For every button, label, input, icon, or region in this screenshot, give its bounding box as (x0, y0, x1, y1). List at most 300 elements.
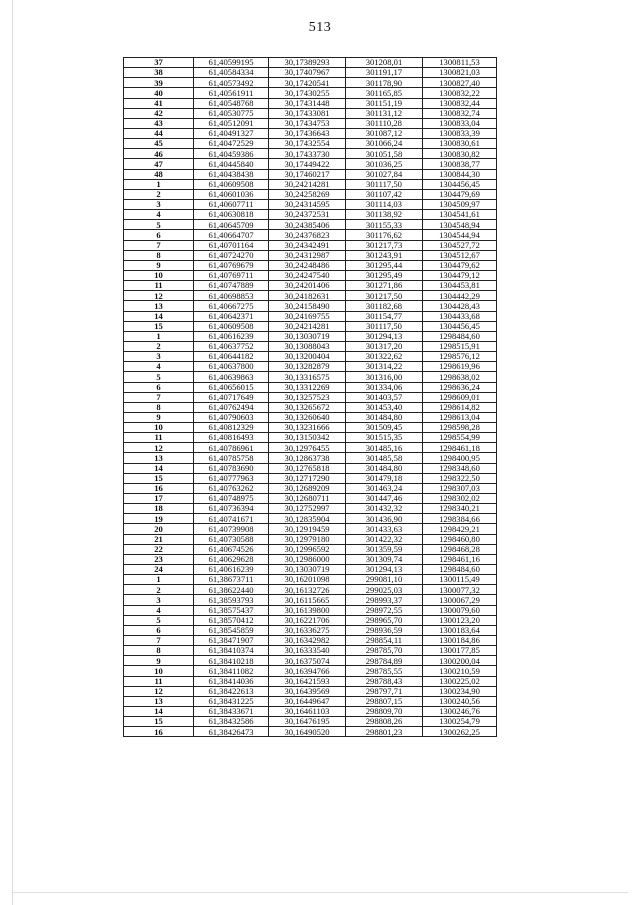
longitude-cell: 30,24214281 (269, 179, 346, 189)
point-number-cell: 40 (124, 88, 194, 98)
x-coordinate-cell: 301138,92 (346, 210, 423, 220)
latitude-cell: 61,40645709 (194, 220, 269, 230)
longitude-cell: 30,17460217 (269, 169, 346, 179)
latitude-cell: 61,40762494 (194, 402, 269, 412)
longitude-cell: 30,12835904 (269, 514, 346, 524)
x-coordinate-cell: 301359,59 (346, 544, 423, 554)
y-coordinate-cell: 1300832,22 (423, 88, 497, 98)
point-number-cell: 20 (124, 524, 194, 534)
latitude-cell: 61,40637800 (194, 362, 269, 372)
x-coordinate-cell: 301155,33 (346, 220, 423, 230)
latitude-cell: 61,40812329 (194, 423, 269, 433)
longitude-cell: 30,12680711 (269, 494, 346, 504)
x-coordinate-cell: 301295,44 (346, 260, 423, 270)
longitude-cell: 30,16490520 (269, 727, 346, 737)
table-row (124, 128, 497, 138)
y-coordinate-cell: 1300184,86 (423, 636, 497, 646)
latitude-cell: 61,40777963 (194, 473, 269, 483)
longitude-cell: 30,24342491 (269, 240, 346, 250)
x-coordinate-cell: 301114,03 (346, 199, 423, 209)
latitude-cell: 61,38411082 (194, 666, 269, 676)
latitude-cell: 61,40512091 (194, 118, 269, 128)
latitude-cell: 61,38673711 (194, 575, 269, 585)
y-coordinate-cell: 1298515,91 (423, 341, 497, 351)
longitude-cell: 30,17430255 (269, 88, 346, 98)
longitude-cell: 30,24312987 (269, 250, 346, 260)
point-number-cell: 12 (124, 443, 194, 453)
table-row (124, 98, 497, 108)
table-row (124, 321, 497, 331)
latitude-cell: 61,40739908 (194, 524, 269, 534)
point-number-cell: 17 (124, 494, 194, 504)
x-coordinate-cell: 301432,32 (346, 504, 423, 514)
latitude-cell: 61,38426473 (194, 727, 269, 737)
longitude-cell: 30,24247540 (269, 270, 346, 280)
longitude-cell: 30,13316575 (269, 372, 346, 382)
x-coordinate-cell: 301515,35 (346, 433, 423, 443)
latitude-cell: 61,40472529 (194, 139, 269, 149)
point-number-cell: 6 (124, 230, 194, 240)
coordinates-table-body (124, 58, 497, 737)
y-coordinate-cell: 1300262,25 (423, 727, 497, 737)
longitude-cell: 30,12979180 (269, 534, 346, 544)
latitude-cell: 61,38414036 (194, 676, 269, 686)
x-coordinate-cell: 301316,00 (346, 372, 423, 382)
latitude-cell: 61,40530775 (194, 108, 269, 118)
x-coordinate-cell: 301178,90 (346, 78, 423, 88)
table-row (124, 666, 497, 676)
y-coordinate-cell: 1300177,85 (423, 646, 497, 656)
x-coordinate-cell: 301154,77 (346, 311, 423, 321)
latitude-cell: 61,38622440 (194, 585, 269, 595)
longitude-cell: 30,17433730 (269, 149, 346, 159)
y-coordinate-cell: 1300225,02 (423, 676, 497, 686)
x-coordinate-cell: 298785,55 (346, 666, 423, 676)
x-coordinate-cell: 299025,03 (346, 585, 423, 595)
longitude-cell: 30,24182631 (269, 291, 346, 301)
latitude-cell: 61,40599195 (194, 58, 269, 68)
y-coordinate-cell: 1298554,99 (423, 433, 497, 443)
table-row (124, 189, 497, 199)
point-number-cell: 5 (124, 220, 194, 230)
y-coordinate-cell: 1298340,21 (423, 504, 497, 514)
latitude-cell: 61,40785758 (194, 453, 269, 463)
table-row (124, 636, 497, 646)
latitude-cell: 61,40786961 (194, 443, 269, 453)
x-coordinate-cell: 301479,18 (346, 473, 423, 483)
x-coordinate-cell: 301447,46 (346, 494, 423, 504)
y-coordinate-cell: 1300832,44 (423, 98, 497, 108)
table-row (124, 463, 497, 473)
table-row (124, 159, 497, 169)
point-number-cell: 7 (124, 392, 194, 402)
latitude-cell: 61,40573492 (194, 78, 269, 88)
longitude-cell: 30,12976455 (269, 443, 346, 453)
table-row (124, 443, 497, 453)
point-number-cell: 19 (124, 514, 194, 524)
x-coordinate-cell: 301295,49 (346, 270, 423, 280)
x-coordinate-cell: 298807,15 (346, 696, 423, 706)
page-number: 513 (308, 20, 332, 35)
y-coordinate-cell: 1298614,82 (423, 402, 497, 412)
point-number-cell: 5 (124, 372, 194, 382)
latitude-cell: 61,40667275 (194, 301, 269, 311)
latitude-cell: 61,40548768 (194, 98, 269, 108)
longitude-cell: 30,24169755 (269, 311, 346, 321)
latitude-cell: 61,40616239 (194, 331, 269, 341)
table-row (124, 331, 497, 341)
point-number-cell: 6 (124, 625, 194, 635)
y-coordinate-cell: 1304456,45 (423, 179, 497, 189)
latitude-cell: 61,40698853 (194, 291, 269, 301)
table-row (124, 686, 497, 696)
longitude-cell: 30,16132726 (269, 585, 346, 595)
x-coordinate-cell: 301317,20 (346, 341, 423, 351)
x-coordinate-cell: 301151,19 (346, 98, 423, 108)
latitude-cell: 61,38433671 (194, 707, 269, 717)
point-number-cell: 14 (124, 311, 194, 321)
x-coordinate-cell: 301433,63 (346, 524, 423, 534)
point-number-cell: 8 (124, 250, 194, 260)
point-number-cell: 37 (124, 58, 194, 68)
point-number-cell: 4 (124, 210, 194, 220)
table-row (124, 605, 497, 615)
latitude-cell: 61,40769711 (194, 270, 269, 280)
longitude-cell: 30,24314595 (269, 199, 346, 209)
longitude-cell: 30,13282879 (269, 362, 346, 372)
point-number-cell: 45 (124, 139, 194, 149)
table-row (124, 565, 497, 575)
table-row (124, 118, 497, 128)
longitude-cell: 30,13030719 (269, 565, 346, 575)
longitude-cell: 30,16421593 (269, 676, 346, 686)
y-coordinate-cell: 1300833,04 (423, 118, 497, 128)
latitude-cell: 61,40724270 (194, 250, 269, 260)
x-coordinate-cell: 301463,24 (346, 483, 423, 493)
table-row (124, 494, 497, 504)
table-row (124, 382, 497, 392)
latitude-cell: 61,38410374 (194, 646, 269, 656)
latitude-cell: 61,40630818 (194, 210, 269, 220)
point-number-cell: 11 (124, 433, 194, 443)
table-row (124, 423, 497, 433)
y-coordinate-cell: 1300210,59 (423, 666, 497, 676)
table-row (124, 514, 497, 524)
table-row (124, 696, 497, 706)
longitude-cell: 30,16333540 (269, 646, 346, 656)
x-coordinate-cell: 298854,11 (346, 636, 423, 646)
longitude-cell: 30,24158490 (269, 301, 346, 311)
y-coordinate-cell: 1300067,29 (423, 595, 497, 605)
y-coordinate-cell: 1300821,03 (423, 68, 497, 78)
y-coordinate-cell: 1298613,04 (423, 412, 497, 422)
y-coordinate-cell: 1304453,81 (423, 281, 497, 291)
y-coordinate-cell: 1298576,12 (423, 352, 497, 362)
latitude-cell: 61,40637752 (194, 341, 269, 351)
x-coordinate-cell: 301484,80 (346, 463, 423, 473)
latitude-cell: 61,40639863 (194, 372, 269, 382)
latitude-cell: 61,40701164 (194, 240, 269, 250)
longitude-cell: 30,24201406 (269, 281, 346, 291)
longitude-cell: 30,17431448 (269, 98, 346, 108)
x-coordinate-cell: 298965,70 (346, 615, 423, 625)
table-row (124, 615, 497, 625)
longitude-cell: 30,16461103 (269, 707, 346, 717)
latitude-cell: 61,38422613 (194, 686, 269, 696)
longitude-cell: 30,16115665 (269, 595, 346, 605)
point-number-cell: 9 (124, 260, 194, 270)
x-coordinate-cell: 301485,58 (346, 453, 423, 463)
y-coordinate-cell: 1298384,66 (423, 514, 497, 524)
y-coordinate-cell: 1304548,94 (423, 220, 497, 230)
x-coordinate-cell: 301217,73 (346, 240, 423, 250)
latitude-cell: 61,40664707 (194, 230, 269, 240)
latitude-cell: 61,40616239 (194, 565, 269, 575)
point-number-cell: 10 (124, 423, 194, 433)
point-number-cell: 5 (124, 615, 194, 625)
x-coordinate-cell: 301191,17 (346, 68, 423, 78)
point-number-cell: 2 (124, 189, 194, 199)
table-row (124, 179, 497, 189)
point-number-cell: 7 (124, 240, 194, 250)
longitude-cell: 30,12863738 (269, 453, 346, 463)
longitude-cell: 30,16221706 (269, 615, 346, 625)
y-coordinate-cell: 1300832,74 (423, 108, 497, 118)
longitude-cell: 30,16336275 (269, 625, 346, 635)
x-coordinate-cell: 301117,50 (346, 179, 423, 189)
latitude-cell: 61,40790603 (194, 412, 269, 422)
longitude-cell: 30,13088043 (269, 341, 346, 351)
table-row (124, 341, 497, 351)
point-number-cell: 14 (124, 463, 194, 473)
x-coordinate-cell: 301027,84 (346, 169, 423, 179)
y-coordinate-cell: 1300838,77 (423, 159, 497, 169)
table-row (124, 169, 497, 179)
table-row (124, 362, 497, 372)
point-number-cell: 15 (124, 473, 194, 483)
longitude-cell: 30,12919459 (269, 524, 346, 534)
point-number-cell: 9 (124, 412, 194, 422)
y-coordinate-cell: 1304456,45 (423, 321, 497, 331)
latitude-cell: 61,38593793 (194, 595, 269, 605)
table-row (124, 433, 497, 443)
y-coordinate-cell: 1298609,01 (423, 392, 497, 402)
latitude-cell: 61,40445840 (194, 159, 269, 169)
table-row (124, 483, 497, 493)
latitude-cell: 61,40629628 (194, 554, 269, 564)
table-row (124, 68, 497, 78)
longitude-cell: 30,13200404 (269, 352, 346, 362)
point-number-cell: 38 (124, 68, 194, 78)
latitude-cell: 61,38410218 (194, 656, 269, 666)
longitude-cell: 30,24248486 (269, 260, 346, 270)
x-coordinate-cell: 298788,43 (346, 676, 423, 686)
y-coordinate-cell: 1304479,69 (423, 189, 497, 199)
table-row (124, 58, 497, 68)
point-number-cell: 3 (124, 595, 194, 605)
point-number-cell: 2 (124, 585, 194, 595)
longitude-cell: 30,17420541 (269, 78, 346, 88)
latitude-cell: 61,40609508 (194, 321, 269, 331)
y-coordinate-cell: 1300254,79 (423, 717, 497, 727)
longitude-cell: 30,17434753 (269, 118, 346, 128)
table-row (124, 453, 497, 463)
x-coordinate-cell: 301066,24 (346, 139, 423, 149)
latitude-cell: 61,40748975 (194, 494, 269, 504)
latitude-cell: 61,40584334 (194, 68, 269, 78)
point-number-cell: 39 (124, 78, 194, 88)
latitude-cell: 61,38575437 (194, 605, 269, 615)
latitude-cell: 61,40763262 (194, 483, 269, 493)
y-coordinate-cell: 1300123,20 (423, 615, 497, 625)
table-row (124, 504, 497, 514)
x-coordinate-cell: 301182,68 (346, 301, 423, 311)
latitude-cell: 61,40459386 (194, 149, 269, 159)
point-number-cell: 18 (124, 504, 194, 514)
point-number-cell: 12 (124, 291, 194, 301)
table-row (124, 717, 497, 727)
point-number-cell: 23 (124, 554, 194, 564)
latitude-cell: 61,40769679 (194, 260, 269, 270)
longitude-cell: 30,24372531 (269, 210, 346, 220)
y-coordinate-cell: 1300200,04 (423, 656, 497, 666)
table-row (124, 250, 497, 260)
x-coordinate-cell: 301334,06 (346, 382, 423, 392)
longitude-cell: 30,24258269 (269, 189, 346, 199)
x-coordinate-cell: 301294,13 (346, 331, 423, 341)
x-coordinate-cell: 298809,70 (346, 707, 423, 717)
table-row (124, 199, 497, 209)
latitude-cell: 61,40730588 (194, 534, 269, 544)
latitude-cell: 61,40717649 (194, 392, 269, 402)
y-coordinate-cell: 1298400,95 (423, 453, 497, 463)
x-coordinate-cell: 301309,74 (346, 554, 423, 564)
x-coordinate-cell: 298785,70 (346, 646, 423, 656)
y-coordinate-cell: 1300827,40 (423, 78, 497, 88)
point-number-cell: 8 (124, 646, 194, 656)
point-number-cell: 14 (124, 707, 194, 717)
x-coordinate-cell: 301208,01 (346, 58, 423, 68)
x-coordinate-cell: 301117,50 (346, 321, 423, 331)
point-number-cell: 42 (124, 108, 194, 118)
x-coordinate-cell: 301087,12 (346, 128, 423, 138)
longitude-cell: 30,12752997 (269, 504, 346, 514)
longitude-cell: 30,17407967 (269, 68, 346, 78)
latitude-cell: 61,40741671 (194, 514, 269, 524)
y-coordinate-cell: 1304433,68 (423, 311, 497, 321)
point-number-cell: 47 (124, 159, 194, 169)
y-coordinate-cell: 1298636,24 (423, 382, 497, 392)
y-coordinate-cell: 1304428,43 (423, 301, 497, 311)
point-number-cell: 24 (124, 565, 194, 575)
latitude-cell: 61,40561911 (194, 88, 269, 98)
y-coordinate-cell: 1298429,21 (423, 524, 497, 534)
latitude-cell: 61,40609508 (194, 179, 269, 189)
longitude-cell: 30,16139800 (269, 605, 346, 615)
point-number-cell: 15 (124, 717, 194, 727)
point-number-cell: 15 (124, 321, 194, 331)
x-coordinate-cell: 298801,23 (346, 727, 423, 737)
x-coordinate-cell: 301051,58 (346, 149, 423, 159)
latitude-cell: 61,40656015 (194, 382, 269, 392)
x-coordinate-cell: 301243,91 (346, 250, 423, 260)
point-number-cell: 9 (124, 656, 194, 666)
table-row (124, 240, 497, 250)
y-coordinate-cell: 1300830,61 (423, 139, 497, 149)
point-number-cell: 2 (124, 341, 194, 351)
y-coordinate-cell: 1300079,60 (423, 605, 497, 615)
longitude-cell: 30,16476195 (269, 717, 346, 727)
longitude-cell: 30,16201098 (269, 575, 346, 585)
latitude-cell: 61,38545859 (194, 625, 269, 635)
point-number-cell: 46 (124, 149, 194, 159)
longitude-cell: 30,16449647 (269, 696, 346, 706)
longitude-cell: 30,24214281 (269, 321, 346, 331)
longitude-cell: 30,13150342 (269, 433, 346, 443)
table-row (124, 392, 497, 402)
coordinates-table-wrap (123, 57, 497, 737)
scan-edge-left (12, 0, 13, 905)
longitude-cell: 30,16375074 (269, 656, 346, 666)
longitude-cell: 30,17436643 (269, 128, 346, 138)
latitude-cell: 61,40601036 (194, 189, 269, 199)
y-coordinate-cell: 1298638,02 (423, 372, 497, 382)
y-coordinate-cell: 1300246,76 (423, 707, 497, 717)
point-number-cell: 1 (124, 575, 194, 585)
x-coordinate-cell: 301314,22 (346, 362, 423, 372)
point-number-cell: 44 (124, 128, 194, 138)
longitude-cell: 30,24376823 (269, 230, 346, 240)
longitude-cell: 30,13260640 (269, 412, 346, 422)
table-row (124, 402, 497, 412)
y-coordinate-cell: 1298461,16 (423, 554, 497, 564)
longitude-cell: 30,16439569 (269, 686, 346, 696)
latitude-cell: 61,40783690 (194, 463, 269, 473)
x-coordinate-cell: 301422,32 (346, 534, 423, 544)
longitude-cell: 30,12996592 (269, 544, 346, 554)
point-number-cell: 7 (124, 636, 194, 646)
y-coordinate-cell: 1304512,67 (423, 250, 497, 260)
y-coordinate-cell: 1298468,28 (423, 544, 497, 554)
table-row (124, 646, 497, 656)
y-coordinate-cell: 1300077,32 (423, 585, 497, 595)
y-coordinate-cell: 1298348,60 (423, 463, 497, 473)
y-coordinate-cell: 1304479,62 (423, 260, 497, 270)
latitude-cell: 61,40644182 (194, 352, 269, 362)
table-row (124, 210, 497, 220)
longitude-cell: 30,13265672 (269, 402, 346, 412)
latitude-cell: 61,40747889 (194, 281, 269, 291)
point-number-cell: 3 (124, 199, 194, 209)
table-row (124, 595, 497, 605)
latitude-cell: 61,40736394 (194, 504, 269, 514)
table-row (124, 676, 497, 686)
y-coordinate-cell: 1304544,94 (423, 230, 497, 240)
y-coordinate-cell: 1300844,30 (423, 169, 497, 179)
x-coordinate-cell: 298972,55 (346, 605, 423, 615)
table-row (124, 575, 497, 585)
table-row (124, 554, 497, 564)
point-number-cell: 12 (124, 686, 194, 696)
longitude-cell: 30,13312269 (269, 382, 346, 392)
point-number-cell: 21 (124, 534, 194, 544)
y-coordinate-cell: 1298307,03 (423, 483, 497, 493)
point-number-cell: 8 (124, 402, 194, 412)
longitude-cell: 30,12986000 (269, 554, 346, 564)
y-coordinate-cell: 1298484,60 (423, 565, 497, 575)
y-coordinate-cell: 1298322,50 (423, 473, 497, 483)
latitude-cell: 61,40491327 (194, 128, 269, 138)
